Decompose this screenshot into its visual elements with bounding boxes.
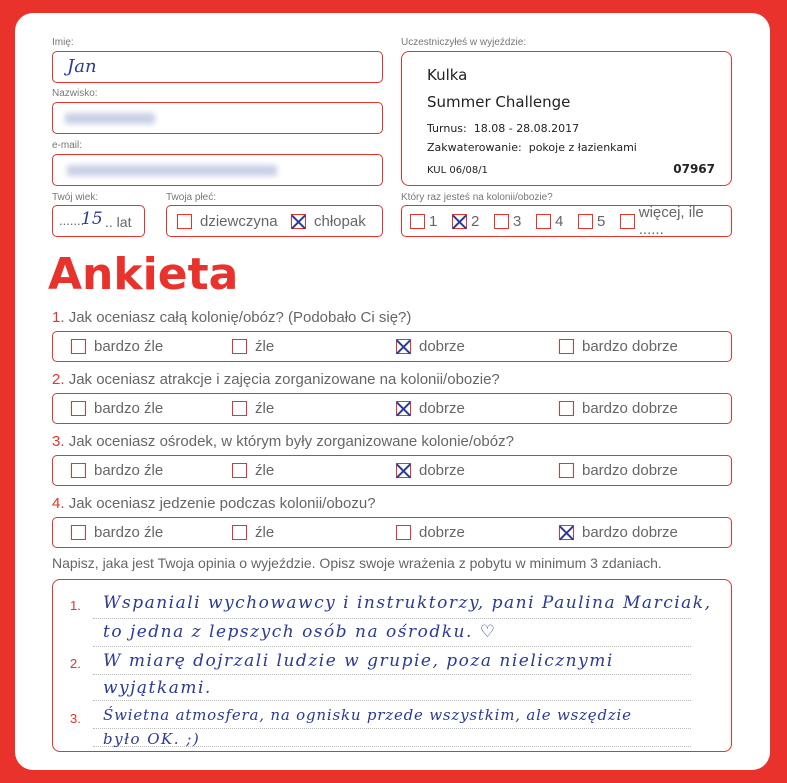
trip-accommodation-label: Zakwaterowanie: [427, 141, 522, 154]
camp-count-2-checkbox[interactable] [452, 214, 467, 229]
surname-redacted [65, 113, 155, 124]
opinion-textarea[interactable] [52, 579, 732, 752]
question-4-text: Jak oceniasz jedzenie podczas kolonii/obozu? [68, 495, 376, 512]
trip-code: KUL 06/08/1 [427, 165, 488, 176]
camp-count-3-label: 3 [513, 212, 522, 230]
surname-field[interactable] [52, 102, 383, 134]
camp-count-3-checkbox[interactable] [494, 214, 509, 229]
camp-count-group [401, 205, 732, 237]
q1-dobrze-label: dobrze [419, 338, 465, 355]
ruled-line [93, 618, 691, 619]
q4-zle-label: źle [255, 524, 275, 541]
camp-count-option-2[interactable] [452, 206, 479, 236]
q1-dobrze-checkbox[interactable] [396, 339, 411, 354]
camp-count-2-label: 2 [471, 212, 480, 230]
q3-bardzo-zle-label: bardzo źle [94, 462, 164, 479]
question-4-options [52, 517, 732, 548]
q4-zle-checkbox[interactable] [232, 525, 247, 540]
first-name-field[interactable] [52, 51, 383, 83]
q2-dobrze-label: dobrze [419, 400, 465, 417]
camp-count-more-checkbox[interactable] [620, 214, 635, 229]
opinion-1-line-1: Wspaniali wychowawcy i instruktorzy, pani Paulina Marciak, [103, 593, 712, 613]
q3-zle-label: źle [255, 462, 275, 479]
q2-option-bardzo-zle[interactable] [71, 394, 163, 423]
question-2-number: 2. [52, 371, 65, 388]
surname-label: Nazwisko: [52, 88, 98, 99]
camp-count-1-checkbox[interactable] [410, 214, 425, 229]
ruled-line [93, 700, 691, 701]
trip-accommodation [427, 141, 637, 154]
trip-turnus-value: 18.08 - 28.08.2017 [473, 122, 580, 135]
q3-option-bardzo-zle[interactable] [71, 456, 163, 485]
ruled-line [93, 674, 691, 675]
question-4-number: 4. [52, 495, 65, 512]
q4-option-dobrze[interactable] [396, 518, 465, 547]
opinion-3-number: 3. [70, 711, 81, 726]
q4-bardzo-zle-label: bardzo źle [94, 524, 164, 541]
q4-option-zle[interactable] [232, 518, 274, 547]
q2-bardzo-dobrze-label: bardzo dobrze [582, 400, 678, 417]
camp-count-more-label: więcej, ile ...... [638, 204, 704, 238]
ruled-line [93, 728, 691, 729]
q2-bardzo-zle-label: bardzo źle [94, 400, 164, 417]
q3-dobrze-checkbox[interactable] [396, 463, 411, 478]
q4-bardzo-zle-checkbox[interactable] [71, 525, 86, 540]
opinion-2-number: 2. [70, 656, 81, 671]
trip-card [401, 51, 732, 186]
trip-turnus-label: Turnus: [427, 122, 467, 135]
question-2-options [52, 393, 732, 424]
first-name-label: Imię: [52, 37, 74, 48]
question-3-number: 3. [52, 433, 65, 450]
age-label: Twój wiek: [52, 192, 99, 203]
q2-option-zle[interactable] [232, 394, 274, 423]
q2-option-bardzo-dobrze[interactable] [559, 394, 678, 423]
question-1-number: 1. [52, 309, 65, 326]
email-field[interactable] [52, 154, 383, 186]
q2-bardzo-dobrze-checkbox[interactable] [559, 401, 574, 416]
question-2 [52, 371, 500, 388]
question-3-text: Jak oceniasz ośrodek, w którym były zorganizowane kolonie/obóz? [68, 433, 514, 450]
opinion-1-number: 1. [70, 598, 81, 613]
q3-zle-checkbox[interactable] [232, 463, 247, 478]
email-label: e-mail: [52, 140, 83, 151]
gender-option-boy[interactable] [291, 206, 366, 236]
q1-zle-checkbox[interactable] [232, 339, 247, 354]
opinion-3-line-1: Świetna atmosfera, na ognisku przede wszystkim, ale wszędzie [103, 706, 632, 724]
q1-zle-label: źle [255, 338, 275, 355]
age-field[interactable] [52, 205, 145, 237]
q2-dobrze-checkbox[interactable] [396, 401, 411, 416]
opinion-1-line-2: to jedna z lepszych osób na ośrodku. ♡ [103, 622, 497, 642]
q4-dobrze-label: dobrze [419, 524, 465, 541]
q1-bardzo-dobrze-checkbox[interactable] [559, 339, 574, 354]
participated-label: Uczestniczyłeś w wyjeździe: [401, 37, 527, 48]
q2-option-dobrze[interactable] [396, 394, 465, 423]
q3-bardzo-dobrze-label: bardzo dobrze [582, 462, 678, 479]
trip-program: Summer Challenge [427, 93, 571, 111]
camp-count-option-3[interactable] [494, 206, 521, 236]
camp-count-4-checkbox[interactable] [536, 214, 551, 229]
email-redacted [67, 165, 277, 176]
gender-boy-checkbox[interactable] [291, 214, 306, 229]
question-3-options [52, 455, 732, 486]
age-prefix: ....... [59, 213, 85, 228]
trip-number: 07967 [673, 162, 715, 176]
question-1 [52, 309, 411, 326]
q1-bardzo-zle-label: bardzo źle [94, 338, 164, 355]
q4-option-bardzo-dobrze[interactable] [559, 518, 678, 547]
gender-option-girl[interactable] [177, 206, 278, 236]
camp-count-5-checkbox[interactable] [578, 214, 593, 229]
camp-count-1-label: 1 [429, 212, 438, 230]
q1-option-bardzo-dobrze[interactable] [559, 332, 678, 361]
q1-bardzo-zle-checkbox[interactable] [71, 339, 86, 354]
survey-title: Ankieta [48, 249, 239, 300]
gender-boy-label: chłopak [314, 212, 366, 230]
camp-count-4-label: 4 [555, 212, 564, 230]
gender-group [166, 205, 383, 237]
question-1-options [52, 331, 732, 362]
question-4 [52, 495, 376, 512]
trip-accommodation-value: pokoje z łazienkami [528, 141, 637, 154]
age-suffix: .. lat [105, 214, 132, 230]
q2-zle-checkbox[interactable] [232, 401, 247, 416]
q1-option-dobrze[interactable] [396, 332, 465, 361]
opinion-3-line-2: było OK. ;) [103, 730, 201, 748]
q3-dobrze-label: dobrze [419, 462, 465, 479]
opinion-2-line-2: wyjątkami. [103, 678, 212, 698]
q3-option-zle[interactable] [232, 456, 274, 485]
q3-bardzo-zle-checkbox[interactable] [71, 463, 86, 478]
camp-count-5-label: 5 [597, 212, 606, 230]
q4-option-bardzo-zle[interactable] [71, 518, 163, 547]
q2-bardzo-zle-checkbox[interactable] [71, 401, 86, 416]
first-name-value: Jan [67, 56, 97, 77]
survey-sheet [15, 13, 770, 770]
opinion-2-line-1: W miarę dojrzali ludzie w grupie, poza nielicznymi [103, 651, 614, 671]
question-3 [52, 433, 514, 450]
q4-dobrze-checkbox[interactable] [396, 525, 411, 540]
q2-zle-label: źle [255, 400, 275, 417]
q1-bardzo-dobrze-label: bardzo dobrze [582, 338, 678, 355]
camp-count-option-4[interactable] [536, 206, 563, 236]
q3-option-bardzo-dobrze[interactable] [559, 456, 678, 485]
q1-option-bardzo-zle[interactable] [71, 332, 163, 361]
camp-count-option-5[interactable] [578, 206, 605, 236]
age-value: 15 [81, 209, 103, 229]
trip-name: Kulka [427, 66, 468, 84]
camp-count-label: Który raz jesteś na kolonii/obozie? [401, 192, 553, 203]
gender-girl-checkbox[interactable] [177, 214, 192, 229]
q3-bardzo-dobrze-checkbox[interactable] [559, 463, 574, 478]
q4-bardzo-dobrze-checkbox[interactable] [559, 525, 574, 540]
camp-count-option-more[interactable] [620, 206, 731, 236]
q4-bardzo-dobrze-label: bardzo dobrze [582, 524, 678, 541]
camp-count-option-1[interactable] [410, 206, 437, 236]
q3-option-dobrze[interactable] [396, 456, 465, 485]
ruled-line [93, 646, 691, 647]
gender-label: Twoja płeć: [166, 192, 217, 203]
trip-turnus [427, 122, 579, 135]
question-1-text: Jak oceniasz całą kolonię/obóz? (Podobało Ci się?) [68, 309, 412, 326]
opinion-prompt: Napisz, jaka jest Twoja opinia o wyjeździe. Opisz swoje wrażenia z pobytu w minimum 3 zdaniach. [52, 555, 662, 571]
q1-option-zle[interactable] [232, 332, 274, 361]
question-2-text: Jak oceniasz atrakcje i zajęcia zorganizowane na kolonii/obozie? [68, 371, 500, 388]
gender-girl-label: dziewczyna [200, 212, 278, 230]
